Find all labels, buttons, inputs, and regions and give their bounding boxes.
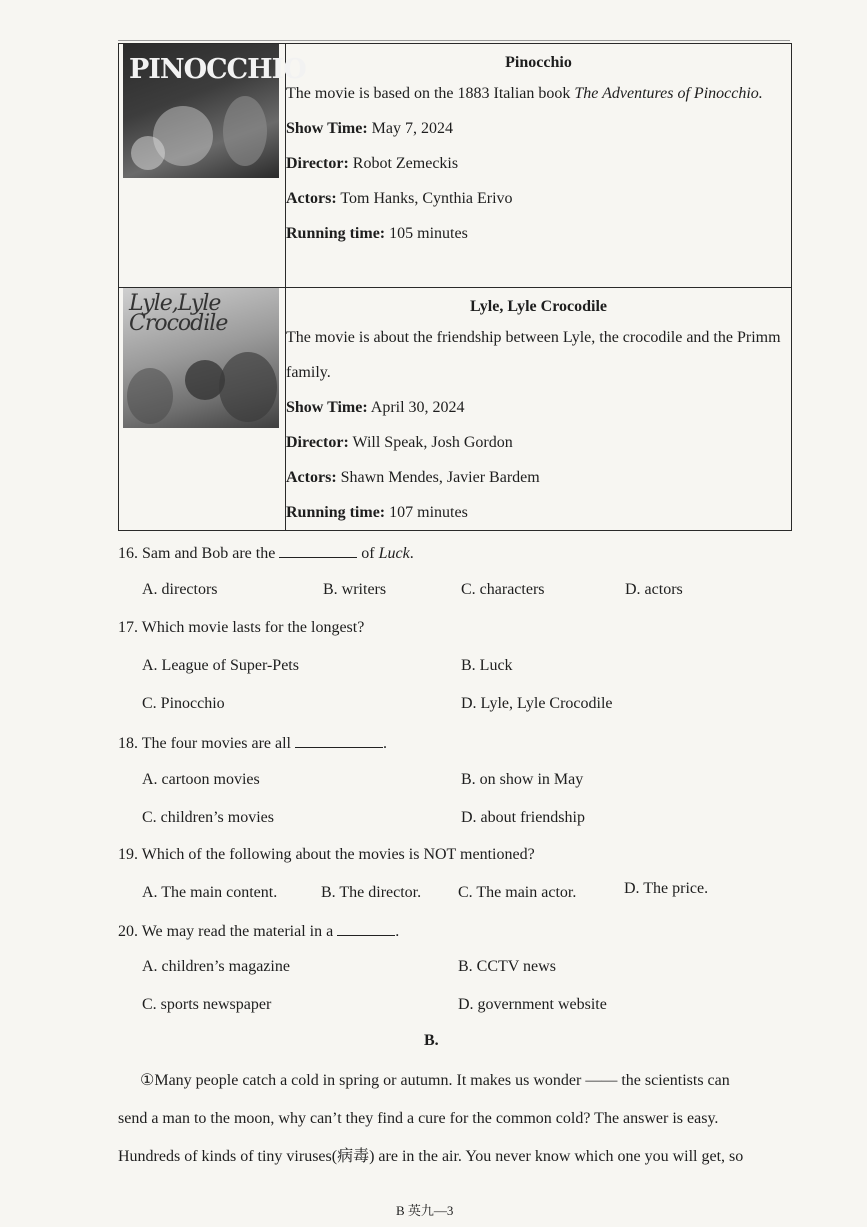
movie-info-pinocchio <box>286 44 792 288</box>
director-label: Director: <box>286 434 349 451</box>
option-16a[interactable]: A. directors <box>142 581 218 598</box>
option-16b[interactable]: B. writers <box>323 581 387 598</box>
answer-blank <box>295 733 383 748</box>
top-rule <box>118 40 790 41</box>
option-16c[interactable]: C. characters <box>461 581 545 598</box>
option-18d[interactable]: D. about friendship <box>461 809 585 826</box>
director-value: Will Speak, Josh Gordon <box>348 434 513 451</box>
actors-label: Actors: <box>286 190 337 207</box>
passage-line-1: ①Many people catch a cold in spring or autumn. It makes us wonder —— the scientists can <box>140 1072 730 1089</box>
actors <box>286 181 791 216</box>
option-19d[interactable]: D. The price. <box>624 880 709 897</box>
lyle-poster-image <box>123 288 279 428</box>
option-18a[interactable]: A. cartoon movies <box>142 771 260 788</box>
question-stem: . <box>395 923 400 940</box>
movie-description: The movie is about the friendship between Lyle, the crocodile and the Primm family. <box>286 329 781 381</box>
option-17d[interactable]: D. Lyle, Lyle Crocodile <box>461 695 613 712</box>
question-stem: of <box>357 545 379 562</box>
running-time-value: 105 minutes <box>385 225 468 242</box>
show-time <box>286 111 791 146</box>
show-time <box>286 390 791 425</box>
movie-info-lyle <box>286 288 792 531</box>
option-19a[interactable]: A. The main content. <box>142 884 278 901</box>
question-17 <box>118 619 364 637</box>
director <box>286 146 791 181</box>
question-stem: Which movie lasts for the longest? <box>138 619 365 636</box>
question-stem: Which of the following about the movies is NOT mentioned? <box>138 846 535 863</box>
option-17a[interactable]: A. League of Super-Pets <box>142 657 299 674</box>
question-number: 19. <box>118 846 138 863</box>
director <box>286 425 791 460</box>
passage-line-3: Hundreds of kinds of tiny viruses(病毒) are in the air. You never know which one you will get, so <box>118 1148 744 1165</box>
running-time-label: Running time: <box>286 504 386 521</box>
option-19c[interactable]: C. The main actor. <box>458 884 577 901</box>
option-20a[interactable]: A. children’s magazine <box>142 958 290 975</box>
actors <box>286 460 791 495</box>
actors-value: Tom Hanks, Cynthia Erivo <box>336 190 513 207</box>
running-time <box>286 216 791 251</box>
pinocchio-poster-image <box>123 44 306 178</box>
question-stem: . <box>382 735 387 752</box>
page-footer: B 英九—3 <box>396 1203 454 1218</box>
passage-line-2: send a man to the moon, why can’t they find a cure for the common cold? The answer is easy. <box>118 1110 719 1127</box>
section-b-heading: B. <box>424 1032 439 1049</box>
director-label: Director: <box>286 155 349 172</box>
question-number: 20. <box>118 923 138 940</box>
option-18b[interactable]: B. on show in May <box>461 771 584 788</box>
question-stem: The four movies are all <box>138 735 291 752</box>
option-20c[interactable]: C. sports newspaper <box>142 996 272 1013</box>
movie-name: Luck <box>378 545 410 562</box>
show-time-value: May 7, 2024 <box>367 120 453 137</box>
director-value: Robot Zemeckis <box>348 155 459 172</box>
question-16 <box>118 543 414 563</box>
book-title: The Adventures of Pinocchio. <box>574 85 763 102</box>
option-17b[interactable]: B. Luck <box>461 657 513 674</box>
poster-cell <box>119 288 286 531</box>
description-text: The movie is based on the 1883 Italian book <box>286 85 575 102</box>
running-time-value: 107 minutes <box>385 504 468 521</box>
question-number: 17. <box>118 619 138 636</box>
question-stem: . <box>409 545 414 562</box>
question-number: 18. <box>118 735 138 752</box>
answer-blank <box>337 921 395 936</box>
option-17c[interactable]: C. Pinocchio <box>142 695 225 712</box>
question-18 <box>118 733 387 753</box>
question-19 <box>118 846 535 864</box>
poster-cell <box>119 44 306 288</box>
movie-description <box>286 76 791 111</box>
question-stem: We may read the material in a <box>138 923 334 940</box>
answer-blank <box>279 543 357 558</box>
option-20d[interactable]: D. government website <box>458 996 607 1013</box>
poster-title: PINOCCHIO <box>129 54 306 85</box>
option-16d[interactable]: D. actors <box>625 581 683 598</box>
show-time-label: Show Time: <box>286 120 368 137</box>
option-18c[interactable]: C. children’s movies <box>142 809 274 826</box>
movie-row-pinocchio <box>119 44 792 288</box>
poster-title: Lyle,Lyle Crocodile <box>129 291 228 336</box>
option-19b[interactable]: B. The director. <box>321 884 422 901</box>
actors-label: Actors: <box>286 469 337 486</box>
movie-title: Pinocchio <box>505 54 572 71</box>
movie-table <box>118 43 792 531</box>
option-20b[interactable]: B. CCTV news <box>458 958 556 975</box>
actors-value: Shawn Mendes, Javier Bardem <box>336 469 540 486</box>
question-stem: Sam and Bob are the <box>138 545 276 562</box>
running-time-label: Running time: <box>286 225 386 242</box>
show-time-value: April 30, 2024 <box>367 399 465 416</box>
running-time <box>286 495 791 530</box>
question-20 <box>118 921 399 941</box>
movie-title: Lyle, Lyle Crocodile <box>469 298 608 315</box>
show-time-label: Show Time: <box>286 399 368 416</box>
question-number: 16. <box>118 545 138 562</box>
movie-row-lyle <box>119 288 792 531</box>
